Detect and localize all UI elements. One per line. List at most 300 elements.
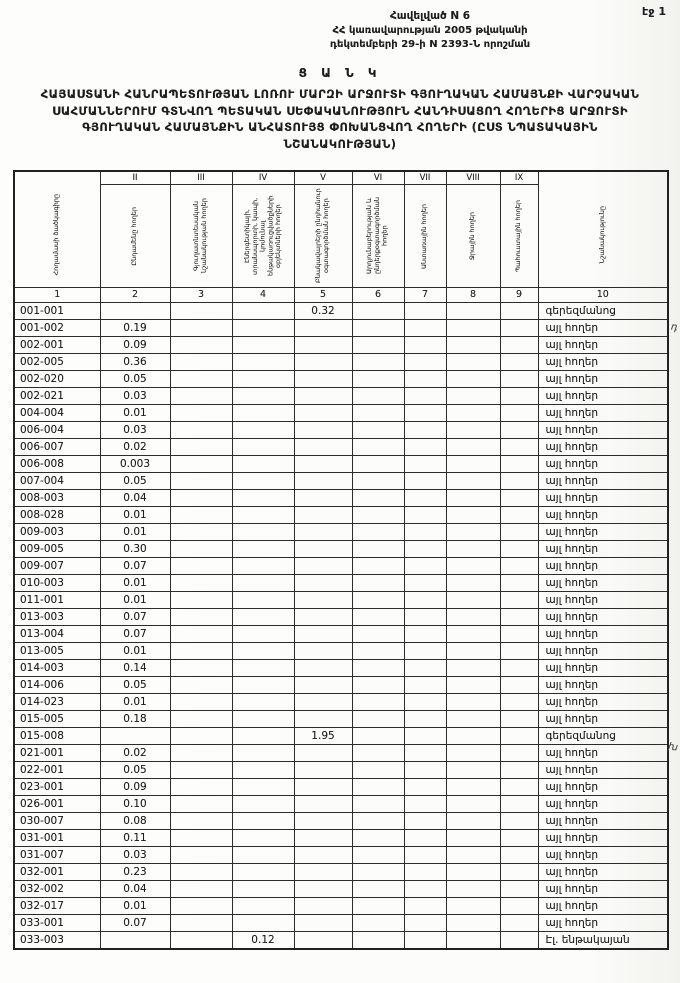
cell-col8	[446, 643, 500, 660]
cell-col3	[170, 932, 232, 950]
cell-col6	[352, 745, 404, 762]
cell-col10: այլ հողեր	[538, 422, 668, 439]
cell-col3	[170, 847, 232, 864]
cell-col7	[404, 524, 446, 541]
cell-col5	[294, 371, 352, 388]
cell-col7	[404, 592, 446, 609]
cell-col3	[170, 541, 232, 558]
cell-col1: 030-007	[14, 813, 100, 830]
cell-col10: այլ հողեր	[538, 558, 668, 575]
cell-col7	[404, 728, 446, 745]
table-row	[14, 388, 668, 405]
cell-col8	[446, 847, 500, 864]
cell-col2: 0.07	[100, 558, 170, 575]
cell-col8	[446, 354, 500, 371]
cell-col9	[500, 898, 538, 915]
cell-col9	[500, 473, 538, 490]
cell-col3	[170, 626, 232, 643]
column-header-9	[500, 171, 538, 288]
column-label: Էներգետիկայի, տրանսպորտի, կապի, կոմունալ ենթակառուցվածքների օբյեկտների հողեր	[242, 195, 282, 277]
cell-col1: 004-004	[14, 405, 100, 422]
cell-col4	[232, 524, 294, 541]
cell-col10: այլ հողեր	[538, 813, 668, 830]
column-numeral	[15, 172, 100, 184]
cell-col3	[170, 609, 232, 626]
cell-col1: 023-001	[14, 779, 100, 796]
cell-col2: 0.10	[100, 796, 170, 813]
column-label: Ընդամենը հողեր	[130, 206, 139, 266]
cell-col10: այլ հողեր	[538, 626, 668, 643]
cell-col6	[352, 711, 404, 728]
column-numeral: IV	[233, 172, 294, 185]
cell-col8	[446, 728, 500, 745]
cell-col8	[446, 609, 500, 626]
column-header-4	[232, 171, 294, 288]
cell-col5	[294, 694, 352, 711]
cell-col4	[232, 915, 294, 932]
cell-col9	[500, 864, 538, 881]
cell-col2: 0.09	[100, 779, 170, 796]
cell-col1: 021-001	[14, 745, 100, 762]
cell-col4	[232, 592, 294, 609]
table-row	[14, 320, 668, 337]
cell-col8	[446, 337, 500, 354]
cell-col9	[500, 694, 538, 711]
cell-col6	[352, 303, 404, 320]
cell-col7	[404, 439, 446, 456]
cell-col6	[352, 371, 404, 388]
cell-col8	[446, 405, 500, 422]
cell-col7	[404, 762, 446, 779]
cell-col8	[446, 660, 500, 677]
cell-col1: 031-007	[14, 847, 100, 864]
cell-col7	[404, 847, 446, 864]
table-row	[14, 609, 668, 626]
cell-col3	[170, 881, 232, 898]
cell-col7	[404, 303, 446, 320]
cell-col8	[446, 439, 500, 456]
table-row	[14, 507, 668, 524]
cell-col8	[446, 490, 500, 507]
cell-col4	[232, 711, 294, 728]
cell-col7	[404, 864, 446, 881]
cell-col5	[294, 354, 352, 371]
cell-col6	[352, 337, 404, 354]
cell-col7	[404, 626, 446, 643]
cell-col4	[232, 881, 294, 898]
cell-col1: 006-007	[14, 439, 100, 456]
cell-col7	[404, 473, 446, 490]
cell-col6	[352, 643, 404, 660]
cell-col2: 0.18	[100, 711, 170, 728]
column-index-7: 7	[404, 288, 446, 303]
cell-col3	[170, 422, 232, 439]
cell-col2: 0.05	[100, 473, 170, 490]
cell-col4	[232, 813, 294, 830]
column-numeral: V	[295, 172, 352, 185]
cell-col10: այլ հողեր	[538, 456, 668, 473]
cell-col10: այլ հողեր	[538, 388, 668, 405]
cell-col2: 0.14	[100, 660, 170, 677]
table-row	[14, 728, 668, 745]
table-row	[14, 694, 668, 711]
cell-col6	[352, 932, 404, 950]
cell-col8	[446, 575, 500, 592]
cell-col8	[446, 796, 500, 813]
cell-col10: այլ հողեր	[538, 592, 668, 609]
table-row	[14, 405, 668, 422]
cell-col4	[232, 643, 294, 660]
cell-col2: 0.08	[100, 813, 170, 830]
table-row	[14, 881, 668, 898]
cell-col9	[500, 711, 538, 728]
table-row	[14, 303, 668, 320]
title-line: ԳՅՈՒՂԱԿԱՆ ՀԱՄԱՅՆՔԻՆ ԱՆՀԱՏՈՒՅՑ ՓՈԽԱՆՑՎՈՂ ՀՈՂԵՐԻ (ԸՍՏ ՆՊԱՏԱԿԱՅԻՆ	[82, 120, 598, 135]
cell-col4	[232, 507, 294, 524]
cell-col8	[446, 677, 500, 694]
annex-line: դեկտեմբերի 29-ի N 2393-Ն որոշման	[329, 38, 531, 50]
cell-col8	[446, 388, 500, 405]
cell-col2: 0.03	[100, 422, 170, 439]
table-row	[14, 558, 668, 575]
cell-col1: 006-008	[14, 456, 100, 473]
cell-col4	[232, 898, 294, 915]
cell-col6	[352, 796, 404, 813]
cell-col5	[294, 830, 352, 847]
cell-col2	[100, 728, 170, 745]
cell-col3	[170, 388, 232, 405]
cell-col10: այլ հողեր	[538, 762, 668, 779]
cell-col8	[446, 592, 500, 609]
cell-col1: 007-004	[14, 473, 100, 490]
cell-col9	[500, 745, 538, 762]
cell-col4	[232, 456, 294, 473]
cell-col10: այլ հողեր	[538, 796, 668, 813]
cell-col1: 001-002	[14, 320, 100, 337]
cell-col6	[352, 473, 404, 490]
cell-col3	[170, 592, 232, 609]
handwritten-margin-mark: խ	[667, 741, 679, 754]
title-line: ՍԱՀՄԱՆՆԵՐՈՒՄ ԳՏՆՎՈՂ ՊԵՏԱԿԱՆ ՍԵՓԱԿԱՆՈՒԹՅՈՒՆ ՀԱՆԴԻՍԱՑՈՂ ՀՈՂԵՐԻՑ ԱՐՋՈՒՏԻ	[52, 103, 628, 118]
cell-col5	[294, 762, 352, 779]
cell-col9	[500, 354, 538, 371]
cell-col7	[404, 813, 446, 830]
cell-col8	[446, 541, 500, 558]
cell-col7	[404, 541, 446, 558]
cell-col10: այլ հողեր	[538, 677, 668, 694]
column-label: Նշանակությունը	[597, 206, 606, 264]
cell-col10: այլ հողեր	[538, 439, 668, 456]
cell-col7	[404, 711, 446, 728]
table-row	[14, 745, 668, 762]
cell-col9	[500, 303, 538, 320]
table-row	[14, 626, 668, 643]
cell-col5	[294, 609, 352, 626]
cell-col8	[446, 864, 500, 881]
cell-col7	[404, 337, 446, 354]
cell-col6	[352, 592, 404, 609]
cell-col4	[232, 558, 294, 575]
cell-col7	[404, 371, 446, 388]
cell-col10: այլ հողեր	[538, 779, 668, 796]
column-header-8	[446, 171, 500, 288]
column-label: Բնակավայրերի ընդհանուր օգտագործման հողեր	[314, 188, 330, 284]
cell-col6	[352, 558, 404, 575]
cell-col10: այլ հողեր	[538, 320, 668, 337]
cell-col9	[500, 592, 538, 609]
table-row	[14, 643, 668, 660]
cell-col6	[352, 388, 404, 405]
cell-col2: 0.04	[100, 881, 170, 898]
cell-col8	[446, 303, 500, 320]
cell-col2: 0.003	[100, 456, 170, 473]
cell-col2: 0.05	[100, 677, 170, 694]
cell-col6	[352, 541, 404, 558]
table-row	[14, 524, 668, 541]
title-line: ՀԱՅԱՍՏԱՆԻ ՀԱՆՐԱՊԵՏՈՒԹՅԱՆ ԼՈՌՈՒ ՄԱՐԶԻ ԱՐՋՈՒՏԻ ԳՅՈՒՂԱԿԱՆ ՀԱՄԱՅՆՔԻ ՎԱՐՉԱԿԱՆ	[40, 87, 640, 101]
column-header-6	[352, 171, 404, 288]
cell-col3	[170, 371, 232, 388]
cell-col1: 032-001	[14, 864, 100, 881]
cell-col4	[232, 762, 294, 779]
cell-col3	[170, 762, 232, 779]
cell-col2: 0.01	[100, 405, 170, 422]
cell-col9	[500, 643, 538, 660]
cell-col5	[294, 847, 352, 864]
cell-col1: 011-001	[14, 592, 100, 609]
cell-col5	[294, 524, 352, 541]
cell-col9	[500, 779, 538, 796]
table-row	[14, 422, 668, 439]
cell-col5	[294, 592, 352, 609]
cell-col2: 0.02	[100, 439, 170, 456]
cell-col5	[294, 575, 352, 592]
cell-col2: 0.11	[100, 830, 170, 847]
cell-col8	[446, 898, 500, 915]
cell-col2: 0.01	[100, 898, 170, 915]
title-heading: Ց Ա Ն Կ	[298, 66, 382, 80]
cell-col3	[170, 524, 232, 541]
table-row	[14, 490, 668, 507]
cell-col6	[352, 524, 404, 541]
cell-col8	[446, 779, 500, 796]
cell-col4	[232, 609, 294, 626]
table-row	[14, 779, 668, 796]
cell-col10: այլ հողեր	[538, 490, 668, 507]
cell-col8	[446, 422, 500, 439]
cell-col6	[352, 456, 404, 473]
column-header-1	[14, 171, 100, 288]
cell-col1: 026-001	[14, 796, 100, 813]
cell-col2: 0.23	[100, 864, 170, 881]
cell-col1: 002-005	[14, 354, 100, 371]
table-row	[14, 762, 668, 779]
column-label: Պահուստային հողեր	[514, 199, 523, 273]
cell-col5	[294, 779, 352, 796]
column-label: Հողամասի ծածկագիրը	[52, 194, 61, 276]
cell-col10: այլ հողեր	[538, 371, 668, 388]
cell-col2: 0.05	[100, 371, 170, 388]
cell-col9	[500, 558, 538, 575]
table-row	[14, 541, 668, 558]
cell-col3	[170, 813, 232, 830]
cell-col3	[170, 303, 232, 320]
cell-col6	[352, 660, 404, 677]
cell-col8	[446, 711, 500, 728]
cell-col8	[446, 524, 500, 541]
cell-col5	[294, 745, 352, 762]
cell-col5	[294, 473, 352, 490]
cell-col5	[294, 456, 352, 473]
cell-col9	[500, 881, 538, 898]
cell-col4	[232, 439, 294, 456]
cell-col6	[352, 813, 404, 830]
cell-col8	[446, 915, 500, 932]
cell-col1: 013-005	[14, 643, 100, 660]
cell-col6	[352, 694, 404, 711]
cell-col5	[294, 932, 352, 950]
cell-col1: 031-001	[14, 830, 100, 847]
column-index-1: 1	[14, 288, 100, 303]
cell-col5	[294, 796, 352, 813]
cell-col2: 0.01	[100, 575, 170, 592]
cell-col7	[404, 694, 446, 711]
cell-col2: 0.36	[100, 354, 170, 371]
handwritten-margin-mark: դ	[670, 321, 679, 334]
table-row	[14, 796, 668, 813]
cell-col10: այլ հողեր	[538, 643, 668, 660]
cell-col4	[232, 677, 294, 694]
cell-col9	[500, 388, 538, 405]
cell-col7	[404, 898, 446, 915]
column-numeral: VIII	[447, 172, 500, 185]
cell-col3	[170, 490, 232, 507]
cell-col4	[232, 490, 294, 507]
cell-col1: 002-001	[14, 337, 100, 354]
cell-col9	[500, 813, 538, 830]
cell-col7	[404, 490, 446, 507]
cell-col1: 014-006	[14, 677, 100, 694]
cell-col5	[294, 915, 352, 932]
cell-col7	[404, 405, 446, 422]
cell-col7	[404, 507, 446, 524]
cell-col9	[500, 915, 538, 932]
cell-col10: գերեզմանոց	[538, 728, 668, 745]
cell-col1: 033-003	[14, 932, 100, 950]
table-row	[14, 337, 668, 354]
cell-col5	[294, 711, 352, 728]
cell-col4	[232, 830, 294, 847]
cell-col5	[294, 337, 352, 354]
cell-col9	[500, 762, 538, 779]
cell-col2: 0.01	[100, 592, 170, 609]
cell-col3	[170, 728, 232, 745]
cell-col10: Էլ. ենթակայան	[538, 932, 668, 950]
cell-col4	[232, 660, 294, 677]
cell-col9	[500, 626, 538, 643]
cell-col5	[294, 541, 352, 558]
cell-col5	[294, 320, 352, 337]
column-index-2: 2	[100, 288, 170, 303]
cell-col3	[170, 337, 232, 354]
cell-col1: 010-003	[14, 575, 100, 592]
cell-col5	[294, 864, 352, 881]
cell-col10: այլ հողեր	[538, 864, 668, 881]
cell-col5	[294, 813, 352, 830]
cell-col9	[500, 609, 538, 626]
table-row	[14, 575, 668, 592]
cell-col6	[352, 898, 404, 915]
cell-col5: 1.95	[294, 728, 352, 745]
cell-col5	[294, 558, 352, 575]
cell-col3	[170, 830, 232, 847]
table-row	[14, 660, 668, 677]
table-row	[14, 864, 668, 881]
cell-col3	[170, 779, 232, 796]
cell-col10: այլ հողեր	[538, 337, 668, 354]
cell-col9	[500, 796, 538, 813]
cell-col7	[404, 796, 446, 813]
cell-col4	[232, 796, 294, 813]
cell-col4	[232, 320, 294, 337]
cell-col10: այլ հողեր	[538, 711, 668, 728]
cell-col3	[170, 796, 232, 813]
annex-line: ՀՀ կառավարության 2005 թվականի	[332, 24, 528, 36]
page-number: էջ 1	[642, 5, 666, 18]
cell-col1: 009-003	[14, 524, 100, 541]
cell-col9	[500, 490, 538, 507]
cell-col8	[446, 626, 500, 643]
cell-col2: 0.07	[100, 915, 170, 932]
cell-col9	[500, 830, 538, 847]
cell-col3	[170, 694, 232, 711]
cell-col4	[232, 354, 294, 371]
cell-col6	[352, 915, 404, 932]
cell-col5	[294, 881, 352, 898]
table-row	[14, 456, 668, 473]
cell-col2	[100, 303, 170, 320]
cell-col2: 0.01	[100, 643, 170, 660]
cell-col3	[170, 898, 232, 915]
table-row	[14, 898, 668, 915]
cell-col10: այլ հողեր	[538, 473, 668, 490]
cell-col10: այլ հողեր	[538, 354, 668, 371]
cell-col2: 0.03	[100, 388, 170, 405]
cell-col7	[404, 575, 446, 592]
cell-col1: 009-007	[14, 558, 100, 575]
cell-col2: 0.03	[100, 847, 170, 864]
column-index-6: 6	[352, 288, 404, 303]
annex-line: Հավելված N 6	[389, 10, 471, 22]
cell-col9	[500, 677, 538, 694]
cell-col5	[294, 677, 352, 694]
cell-col1: 002-021	[14, 388, 100, 405]
cell-col7	[404, 354, 446, 371]
cell-col10: այլ հողեր	[538, 575, 668, 592]
cell-col6	[352, 830, 404, 847]
annex-header	[240, 9, 620, 52]
cell-col9	[500, 728, 538, 745]
column-header-5	[294, 171, 352, 288]
cell-col4	[232, 728, 294, 745]
cell-col2: 0.01	[100, 694, 170, 711]
cell-col5	[294, 626, 352, 643]
cell-col9	[500, 524, 538, 541]
column-index-5: 5	[294, 288, 352, 303]
cell-col6	[352, 405, 404, 422]
cell-col6	[352, 881, 404, 898]
cell-col10: այլ հողեր	[538, 507, 668, 524]
